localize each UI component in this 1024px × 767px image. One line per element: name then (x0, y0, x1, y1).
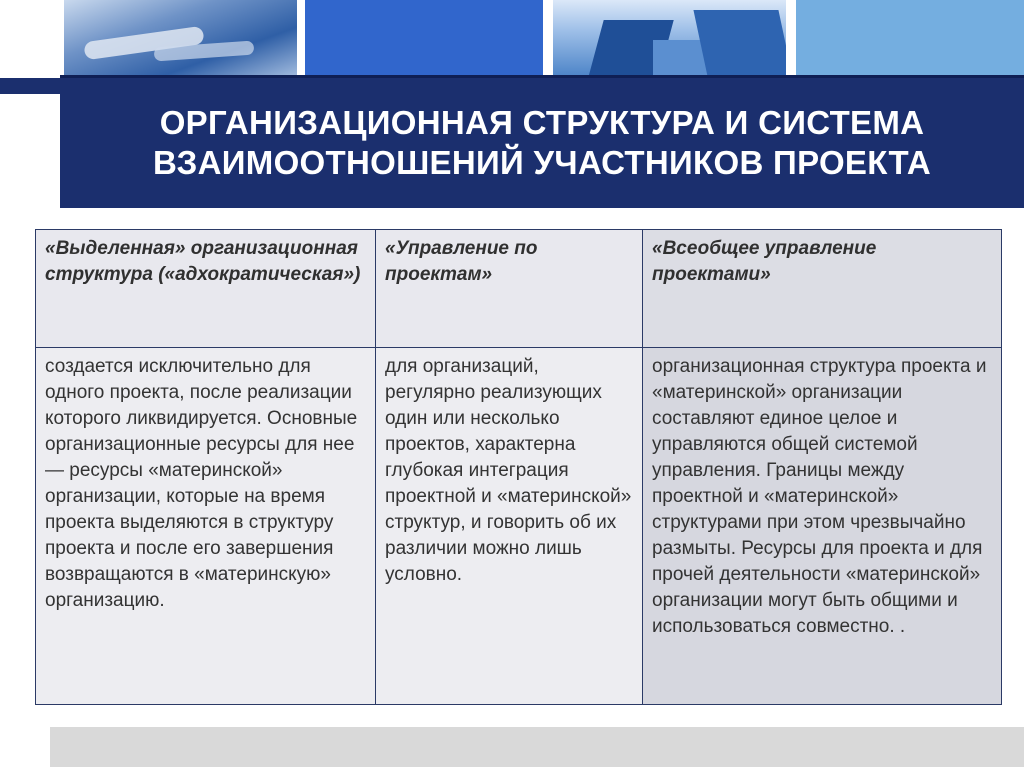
skyscraper-photo (553, 0, 786, 75)
table-cell-total-project-management: организационная структура проекта и «материнской» организации составляют единое целое и управляются общей системой управления. Границы между проектной и «материнской» структурами при этом чрезвычайно размыты. Ресурсы для проекта и для прочей деятельности «материнской» организации могут быть общими и использоваться совместно. . (643, 348, 1002, 705)
column-header-project-management: «Управление по проектам» (376, 230, 643, 348)
footer-bar (50, 727, 1024, 767)
column-header-dedicated: «Выделенная» организационная структура («адхократическая») (36, 230, 376, 348)
page-title (153, 103, 931, 183)
blue-tile (305, 0, 543, 75)
table-cell-project-management: для организаций, регулярно реализующих один или несколько проектов, характерна глубокая интеграция проектной и «материнской» структур, и говорить об их различии можно лишь условно. (376, 348, 643, 705)
table-header-row (36, 230, 1002, 348)
table-row (36, 348, 1002, 705)
title-line-1: ОРГАНИЗАЦИОННАЯ СТРУКТУРА И СИСТЕМА (159, 104, 925, 141)
table-cell-dedicated: создается исключительно для одного проекта, после реализации которого ликвидируется. Основные организационные ресурсы для нее — ресурсы «материнской» организации, которые на время проекта выделяются в структуру проекта и после его завершения возвращаются в «материнскую» организацию. (36, 348, 376, 705)
comparison-table (35, 229, 1002, 705)
header-image-strip (0, 0, 1024, 80)
title-box (60, 75, 1024, 208)
light-blue-tile (796, 0, 1024, 75)
column-header-total-project-management: «Всеобщее управление проектами» (643, 230, 1002, 348)
title-line-2: ВЗАИМООТНОШЕНИЙ УЧАСТНИКОВ ПРОЕКТА (152, 144, 931, 181)
keyboard-hands-photo (64, 0, 297, 75)
